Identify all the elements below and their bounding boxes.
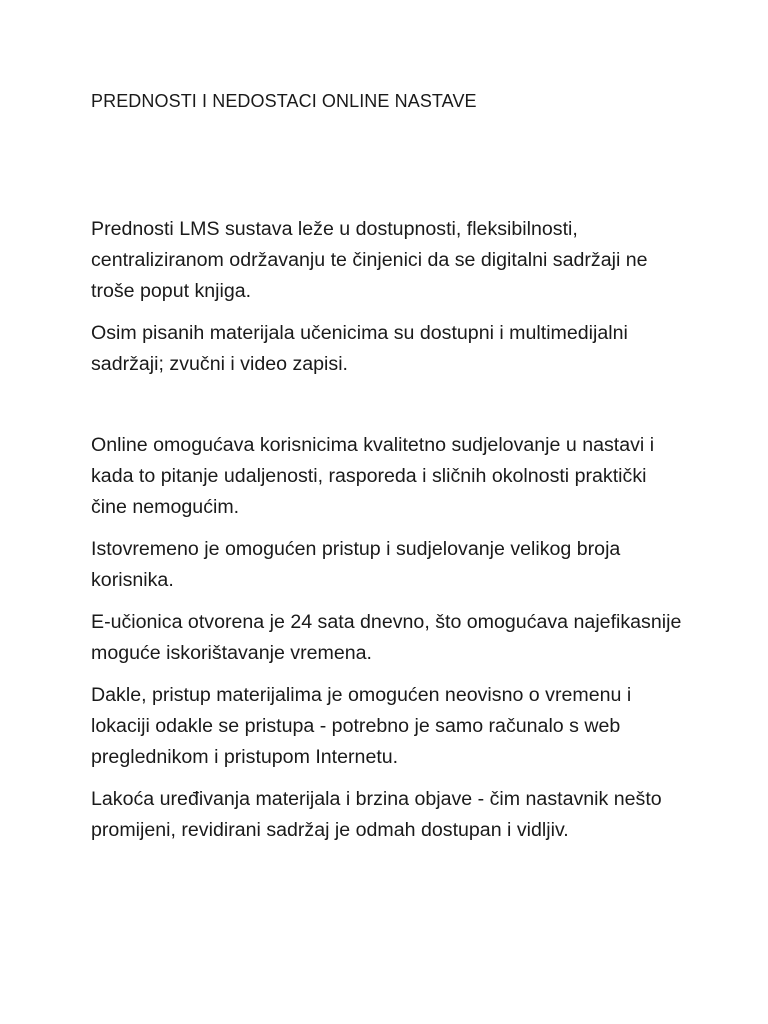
paragraph: E-učionica otvorena je 24 sata dnevno, što omogućava najefikasnije moguće iskorištavanje vremena. <box>91 611 682 664</box>
document-body <box>91 214 683 857</box>
paragraph: Istovremeno je omogućen pristup i sudjelovanje velikog broja korisnika. <box>91 538 621 591</box>
paragraph: Dakle, pristup materijalima je omogućen neovisno o vremenu i lokaciji odakle se pristupa - potrebno je samo računalo s web preglednikom i pristupom Internetu. <box>91 684 632 768</box>
paragraph: Osim pisanih materijala učenicima su dostupni i multimedijalni sadržaji; zvučni i video zapisi. <box>91 322 628 375</box>
paragraph: Lakoća uređivanja materijala i brzina objave - čim nastavnik nešto promijeni, revidirani sadržaj je odmah dostupan i vidljiv. <box>91 788 662 841</box>
paragraph: Prednosti LMS sustava leže u dostupnosti, fleksibilnosti, centraliziranom održavanju te činjenici da se digitalni sadržaji ne troše poput knjiga. <box>91 218 648 302</box>
document-title: PREDNOSTI I NEDOSTACI ONLINE NASTAVE <box>91 91 477 111</box>
paragraph: Online omogućava korisnicima kvalitetno sudjelovanje u nastavi i kada to pitanje udaljenosti, rasporeda i sličnih okolnosti praktički čine nemogućim. <box>91 434 655 518</box>
